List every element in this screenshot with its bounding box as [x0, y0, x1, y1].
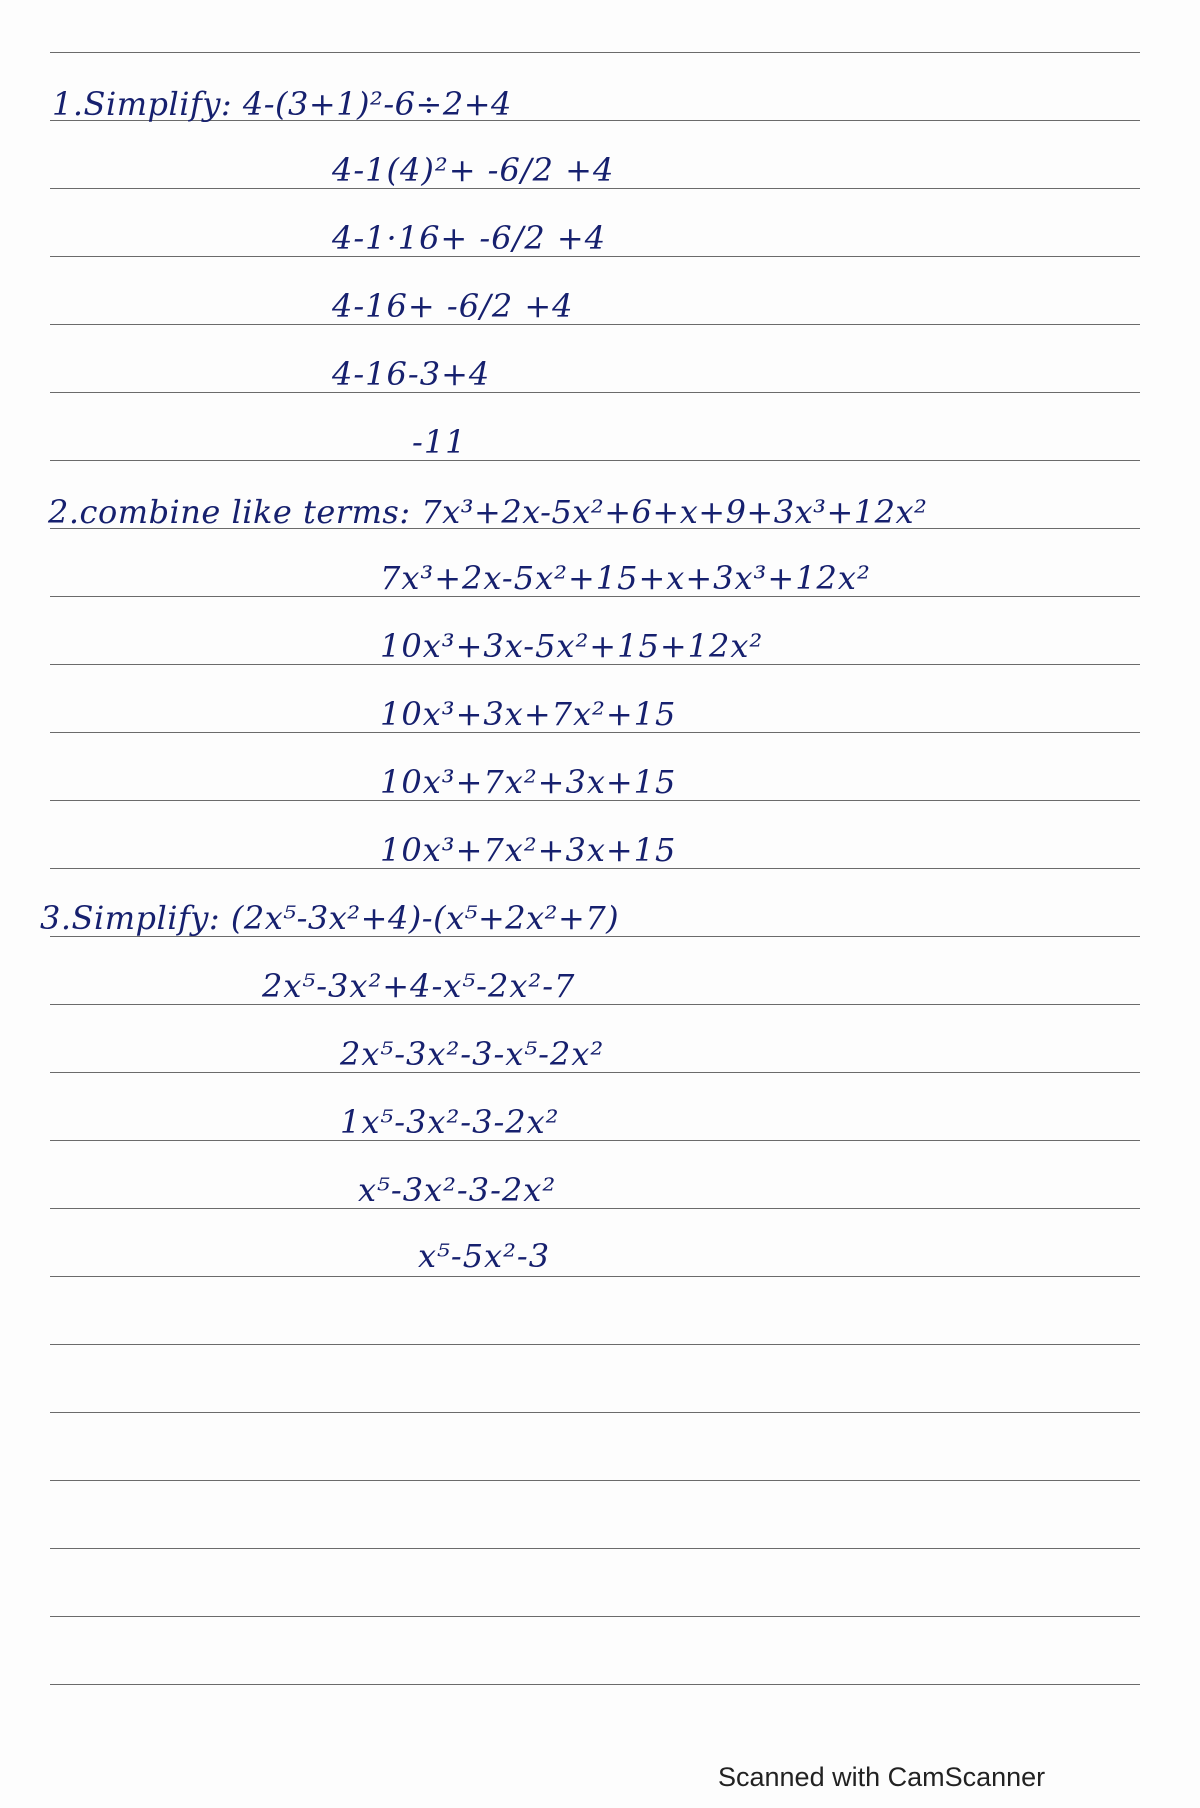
problem-2-step: 7x³+2x-5x²+15+x+3x³+12x²: [380, 559, 871, 597]
problem-2-step: 10x³+7x²+3x+15: [380, 763, 677, 801]
problem-3-step: 1x⁵-3x²-3-2x²: [340, 1103, 560, 1141]
problem-3-answer: x⁵-5x²-3: [418, 1237, 551, 1275]
ruled-line: [50, 1004, 1140, 1005]
problem-1-step: 4-16+ -6/2 +4: [332, 287, 574, 325]
ruled-line: [50, 324, 1140, 325]
ruled-line: [50, 1548, 1140, 1549]
ruled-line: [50, 1276, 1140, 1277]
ruled-line: [50, 1684, 1140, 1685]
problem-2-heading: 2.combine like terms: 7x³+2x-5x²+6+x+9+3x³+12x²: [48, 493, 928, 531]
ruled-line: [50, 460, 1140, 461]
ruled-line: [50, 1412, 1140, 1413]
problem-3-step: 2x⁵-3x²+4-x⁵-2x²-7: [262, 967, 576, 1005]
ruled-line: [50, 1344, 1140, 1345]
ruled-line: [50, 392, 1140, 393]
scanner-footer: Scanned with CamScanner: [718, 1762, 1046, 1792]
ruled-line: [50, 1616, 1140, 1617]
problem-1-answer: -11: [412, 423, 467, 461]
problem-1-heading: 1.Simplify: 4-(3+1)²-6÷2+4: [52, 85, 512, 123]
problem-2-answer: 10x³+7x²+3x+15: [380, 831, 677, 869]
problem-2-step: 10x³+3x+7x²+15: [380, 695, 677, 733]
problem-2-step: 10x³+3x-5x²+15+12x²: [380, 627, 764, 665]
problem-1-step: 4-16-3+4: [332, 355, 491, 393]
problem-3-step: 2x⁵-3x²-3-x⁵-2x²: [340, 1035, 605, 1073]
problem-1-step: 4-1(4)²+ -6/2 +4: [332, 151, 615, 189]
ruled-line: [50, 1208, 1140, 1209]
problem-3-heading: 3.Simplify: (2x⁵-3x²+4)-(x⁵+2x²+7): [40, 899, 620, 937]
problem-3-step: x⁵-3x²-3-2x²: [358, 1171, 557, 1209]
problem-1-step: 4-1·16+ -6/2 +4: [332, 219, 607, 257]
ruled-line: [50, 1140, 1140, 1141]
ruled-line: [50, 1480, 1140, 1481]
ruled-line: [50, 52, 1140, 53]
